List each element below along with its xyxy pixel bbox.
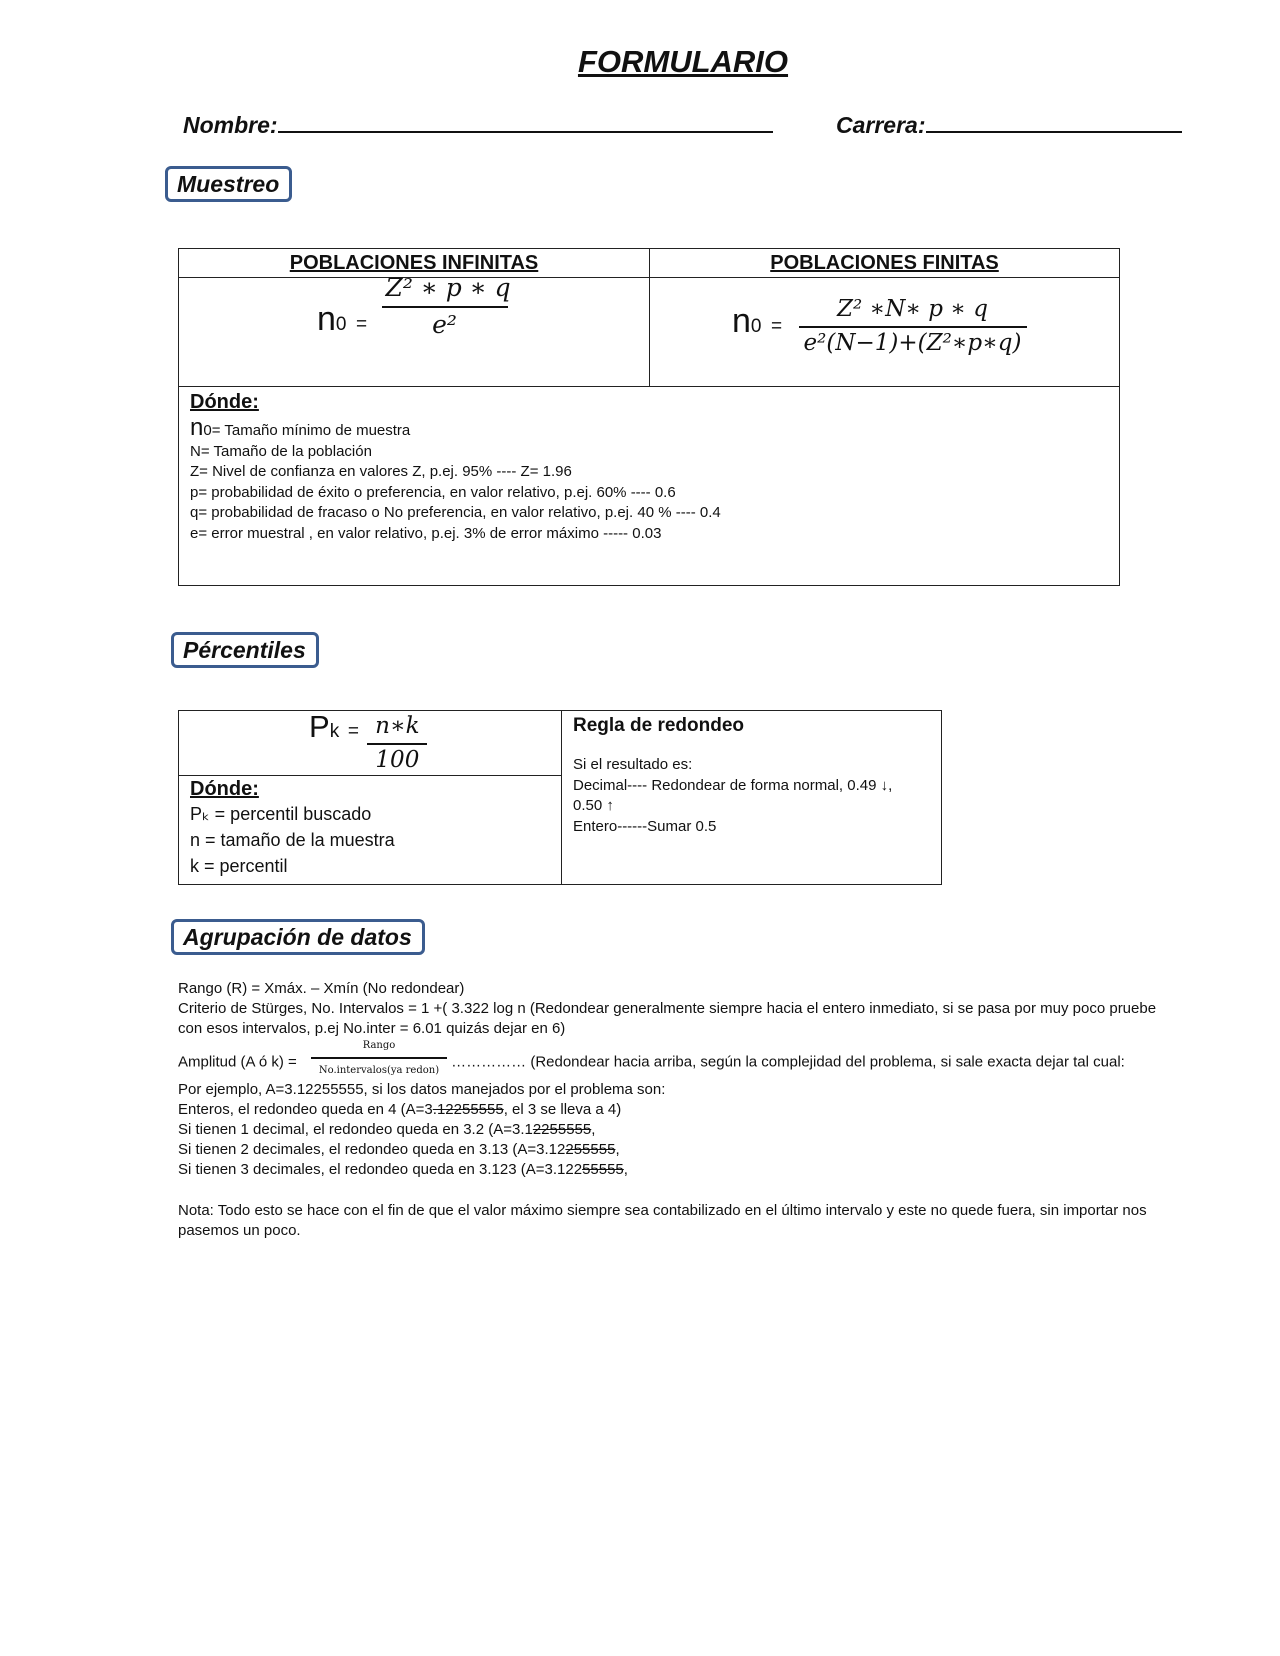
ejemplo-line: Por ejemplo, A=3.12255555, si los datos manejados por el problema son:	[178, 1080, 666, 1098]
def-line: e= error muestral , en valor relativo, p.ej. 3% de error máximo ----- 0.03	[190, 524, 662, 542]
formula-finitas	[650, 278, 1120, 387]
rule-line: Si el resultado es:	[573, 756, 693, 773]
example-enteros: Enteros, el redondeo queda en 4 (A=3.12255555, el 3 se lleva a 4)	[178, 1100, 622, 1118]
carrera-label: Carrera:	[836, 112, 926, 138]
rounding-rule	[562, 711, 942, 885]
rule-line: Entero------Sumar 0.5	[573, 817, 717, 835]
section-muestreo: Muestreo	[165, 166, 292, 202]
amplitud-label: Amplitud (A ó k) =	[178, 1053, 297, 1071]
section-percentiles: Pércentiles	[171, 632, 319, 668]
example-3-decimales: Si tienen 3 decimales, el redondeo queda en 3.123 (A=3.12255555,	[178, 1161, 628, 1179]
def-line: Z= Nivel de confianza en valores Z, p.ej. 95% ---- Z= 1.96	[190, 463, 572, 480]
rule-line: 0.50 ↑	[573, 797, 614, 814]
rule-title: Regla de redondeo	[573, 715, 745, 736]
pk-symbol: Pk =	[309, 709, 359, 745]
sturges-line-2: con esos intervalos, p.ej No.inter = 6.01 quizás dejar en 6)	[178, 1020, 566, 1038]
formula-percentil	[179, 711, 562, 776]
nombre-field[interactable]	[183, 112, 773, 139]
amplitud-fraction: $\frac{\text{Rango}}{\text{No.intervalos(ya redon)}}$	[311, 1036, 447, 1081]
nota-line-2: pasemos un poco.	[178, 1221, 301, 1239]
carrera-line[interactable]	[926, 113, 1182, 133]
formula-infinitas	[179, 272, 650, 387]
section-agrupacion: Agrupación de datos	[171, 919, 425, 955]
percentil-definitions	[179, 776, 562, 885]
n-def: n = tamaño de la muestra	[190, 830, 395, 850]
header-finitas: POBLACIONES FINITAS	[650, 249, 1120, 278]
rule-line: Decimal---- Redondear de forma normal, 0.49 ↓,	[573, 776, 893, 794]
page-title: FORMULARIO	[577, 44, 789, 79]
header-infinitas: POBLACIONES INFINITAS	[179, 249, 650, 278]
agrupacion-body	[178, 979, 1188, 1241]
fraction-finitas: $\frac{\text{Z² ∗N∗ p ∗ q}}{\text{e²(N−1)+(Z²∗p∗q)}}$	[799, 296, 1027, 356]
muestreo-table	[178, 248, 1120, 586]
sturges-line: Criterio de Stürges, No. Intervalos = 1 +( 3.322 log n (Redondear generalmente siempre hacia el entero inmediato, si se pasa por muy poco pruebe	[178, 1000, 1157, 1018]
n0-symbol: n0 =	[317, 300, 368, 338]
amplitud-line	[178, 1039, 1188, 1076]
def-n0: n0= Tamaño mínimo de muestra	[190, 414, 411, 441]
fraction-infinitas: $\frac{\text{Z² ∗ p ∗ q}}{\text{e²}}$	[382, 273, 508, 339]
carrera-field[interactable]	[836, 112, 1182, 139]
nota-line: Nota: Todo esto se hace con el fin de que el valor máximo siempre sea contabilizado en el último intervalo y este no quede fuera, sin importar nos	[178, 1201, 1147, 1219]
def-line: N= Tamaño de la población	[190, 442, 372, 460]
rango-line: Rango (R) = Xmáx. – Xmín (No redondear)	[178, 980, 465, 997]
nombre-line[interactable]	[278, 113, 773, 133]
def-line: q= probabilidad de fracaso o No preferencia, en valor relativo, p.ej. 40 % ---- 0.4	[190, 504, 721, 521]
fraction-percentil: $\frac{n∗k}{100}$	[367, 713, 427, 773]
donde-label: Dónde:	[190, 391, 259, 413]
example-2-decimales: Si tienen 2 decimales, el redondeo queda en 3.13 (A=3.12255555,	[178, 1141, 620, 1159]
k-def: k = percentil	[190, 856, 288, 876]
example-1-decimal: Si tienen 1 decimal, el redondeo queda en 3.2 (A=3.12255555,	[178, 1121, 596, 1139]
percentiles-table	[178, 710, 942, 885]
n0-symbol-finitas: n0 =	[732, 302, 783, 341]
amplitud-note: …………… (Redondear hacia arriba, según la complejidad del problema, si sale exacta dejar tal cual:	[451, 1053, 1125, 1071]
def-line: p= probabilidad de éxito o preferencia, en valor relativo, p.ej. 60% ---- 0.6	[190, 483, 676, 501]
nombre-label: Nombre:	[183, 112, 278, 138]
muestreo-definitions	[179, 387, 1120, 586]
pk-def: Pₖ = percentil buscado	[190, 804, 372, 824]
donde-label-percentil: Dónde:	[190, 778, 259, 800]
